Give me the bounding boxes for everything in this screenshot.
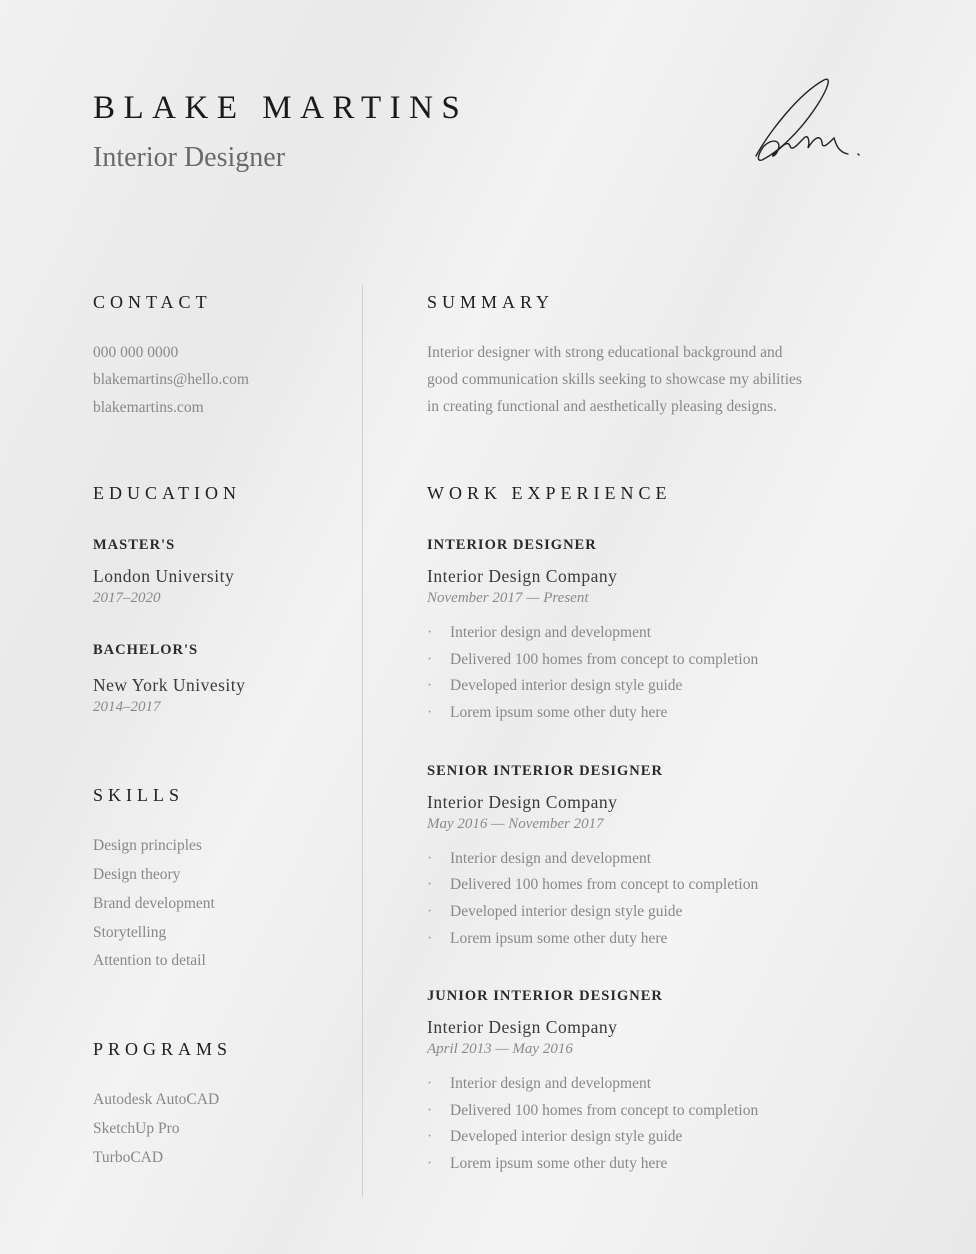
education-degree: BACHELOR'S [93,642,199,658]
job-duty: · Interior design and development [450,624,651,642]
skill-item: Brand development [93,895,215,912]
job-title: SENIOR INTERIOR DESIGNER [427,762,663,779]
program-item: Autodesk AutoCAD [93,1091,220,1108]
signature-logo [748,74,868,166]
job-duty: · Lorem ipsum some other duty here [450,704,667,722]
skill-item: Attention to detail [93,952,206,969]
education-years: 2017–2020 [93,590,161,606]
job-duty: · Delivered 100 homes from concept to completion [450,651,758,669]
summary-heading: SUMMARY [427,292,555,312]
job-duty: · Developed interior design style guide [450,677,682,695]
contact-website[interactable]: blakemartins.com [93,399,204,416]
job-title: JUNIOR INTERIOR DESIGNER [427,988,663,1004]
education-school: New York Univesity [93,675,246,695]
job-dates: April 2013 — May 2016 [427,1041,573,1057]
education-years: 2014–2017 [93,699,161,715]
job-dates: May 2016 — November 2017 [427,815,604,832]
candidate-name: BLAKE MARTINS [93,90,469,126]
job-company: Interior Design Company [427,791,618,812]
job-company: Interior Design Company [427,566,618,586]
job-title: INTERIOR DESIGNER [427,537,597,553]
job-duty: · Lorem ipsum some other duty here [450,930,667,948]
skill-item: Design theory [93,866,181,883]
skill-item: Storytelling [93,924,167,941]
work-heading: WORK EXPERIENCE [427,483,672,503]
job-duty: · Lorem ipsum some other duty here [450,1155,667,1173]
job-duty: · Developed interior design style guide [450,903,682,921]
summary-line: in creating functional and aesthetically pleasing designs. [427,398,777,415]
education-heading: EDUCATION [93,483,241,503]
program-item: SketchUp Pro [93,1120,180,1137]
summary-line: good communication skills seeking to showcase my abilities [427,371,802,388]
contact-phone: 000 000 0000 [93,344,179,361]
contact-heading: CONTACT [93,292,212,312]
skills-heading: SKILLS [93,785,185,805]
job-duty: · Delivered 100 homes from concept to completion [450,876,758,894]
job-company: Interior Design Company [427,1017,618,1037]
programs-heading: PROGRAMS [93,1039,233,1059]
job-duty: · Developed interior design style guide [450,1128,682,1146]
skill-item: Design principles [93,837,202,854]
job-duty: · Interior design and development [450,850,651,868]
job-duty: · Interior design and development [450,1075,651,1093]
contact-email[interactable]: blakemartins@hello.com [93,371,249,388]
column-divider [362,285,363,1197]
job-duty: · Delivered 100 homes from concept to completion [450,1102,758,1120]
job-role: Interior Designer [93,142,286,173]
education-school: London University [93,566,235,586]
program-item: TurboCAD [93,1149,164,1166]
summary-line: Interior designer with strong educational background and [427,344,783,361]
education-degree: MASTER'S [93,537,176,553]
job-dates: November 2017 — Present [427,590,589,606]
